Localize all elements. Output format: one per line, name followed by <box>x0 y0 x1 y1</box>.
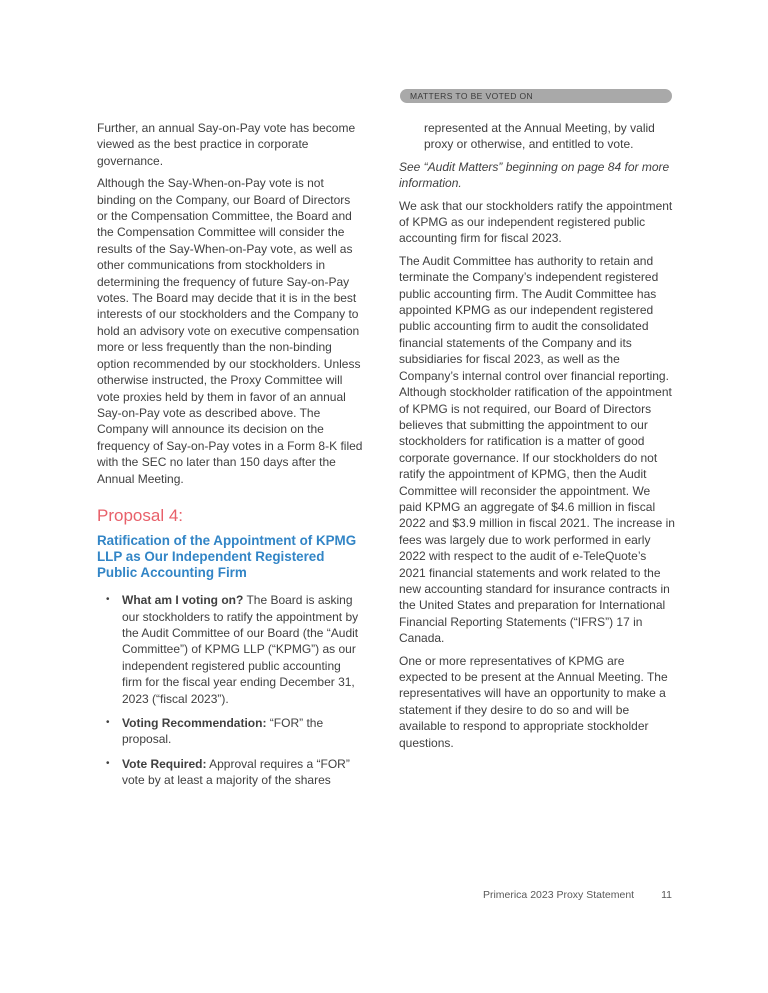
left-column <box>97 120 364 789</box>
bullet-lead: Vote Required: <box>122 756 207 771</box>
proposal-subheading: Ratification of the Appointment of KPMG LLP as Our Independent Registered Public Accounting Firm <box>97 533 357 580</box>
bullet-lead: Voting Recommendation: <box>122 715 267 730</box>
section-banner <box>400 89 672 103</box>
page-number: 11 <box>661 889 672 901</box>
cross-reference-note: See “Audit Matters” beginning on page 84 for more information. <box>399 159 670 191</box>
bullet-item <box>97 756 364 789</box>
banner-label: MATTERS TO BE VOTED ON <box>410 91 534 101</box>
bullet-item <box>97 592 364 707</box>
paragraph: We ask that our stockholders ratify the appointment of KPMG as our independent registered public accounting firm for fiscal 2023. <box>399 198 673 246</box>
bullet-continuation: represented at the Annual Meeting, by valid proxy or otherwise, and entitled to vote. <box>424 121 655 152</box>
bullet-list <box>97 592 364 788</box>
bullet-marker: • <box>106 594 110 606</box>
bullet-body: Approval requires a “FOR” vote by at least a majority of the shares <box>122 756 350 788</box>
bullet-text <box>122 592 364 707</box>
bullet-text <box>122 715 364 748</box>
bullet-body: “FOR” the proposal. <box>122 715 324 747</box>
footer-text: Primerica 2023 Proxy Statement <box>482 889 635 901</box>
paragraph: Although the Say-When-on-Pay vote is not binding on the Company, our Board of Directors or the Compensation Committee, the Board and the Compensation Committee will consider the results of the Say-When-on-Pay vote, as well as other communications from stockholders in determining the frequency of future Say-on-Pay votes. The Board may decide that it is in the best interests of our stockholders and the Company to hold an advisory vote on executive compensation more or less frequently than the non-binding option recommended by our stockholders. Unless otherwise instructed, the Proxy Committee will vote proxies held by them in favor of an annual Say-on-Pay vote as described above. The Company will announce its decision on the frequency of Say-on-Pay votes in a Form 8-K filed with the SEC no later than 150 days after the Annual Meeting. <box>97 176 363 486</box>
bullet-lead: What am I voting on? <box>122 593 244 608</box>
paragraph: Further, an annual Say-on-Pay vote has become viewed as the best practice in corporate governance. <box>97 121 356 168</box>
bullet-marker: • <box>106 757 110 769</box>
paragraph: The Audit Committee has authority to retain and terminate the Company’s independent registered public accounting firm. The Audit Committee has appointed KPMG as our independent registered public accounting firm to audit the consolidated financial statements of the Company and its subsidiaries for fiscal 2023, as well as the Company’s internal control over financial reporting. Although stockholder ratification of the appointment of KPMG is not required, our Board of Directors believes that submitting the appointment to our stockholders for ratification is a matter of good corporate governance. If our stockholders do not ratify the appointment of KPMG, then the Audit Committee will reconsider the appointment. We paid KPMG an aggregate of $4.6 million in fiscal 2022 and $3.9 million in fiscal 2021. The increase in fees was largely due to work performed in early 2022 with respect to the audit of e-TeleQuote’s 2021 financial statements and work related to the new accounting standard for insurance contracts in the United States and preparation for International Financial Reporting Statements (“IFRS”) 17 in Canada. <box>399 253 675 646</box>
bullet-marker: • <box>106 716 110 728</box>
right-column <box>399 120 675 751</box>
page-footer <box>399 889 672 901</box>
paragraph: One or more representatives of KPMG are expected to be present at the Annual Meeting. The representatives will have an opportunity to make a statement if they desire to do so and will be available to respond to appropriate stockholder questions. <box>399 653 668 750</box>
bullet-item <box>97 715 364 748</box>
bullet-text <box>122 756 364 789</box>
bullet-body: The Board is asking our stockholders to ratify the appointment by the Audit Committee of our Board (the “Audit Committee”) of KPMG LLP (“KPMG”) as our independent registered public accounting firm for the fiscal year ending December 31, 2023 (“fiscal 2023”). <box>122 593 359 706</box>
proposal-heading: Proposal 4: <box>97 505 183 525</box>
